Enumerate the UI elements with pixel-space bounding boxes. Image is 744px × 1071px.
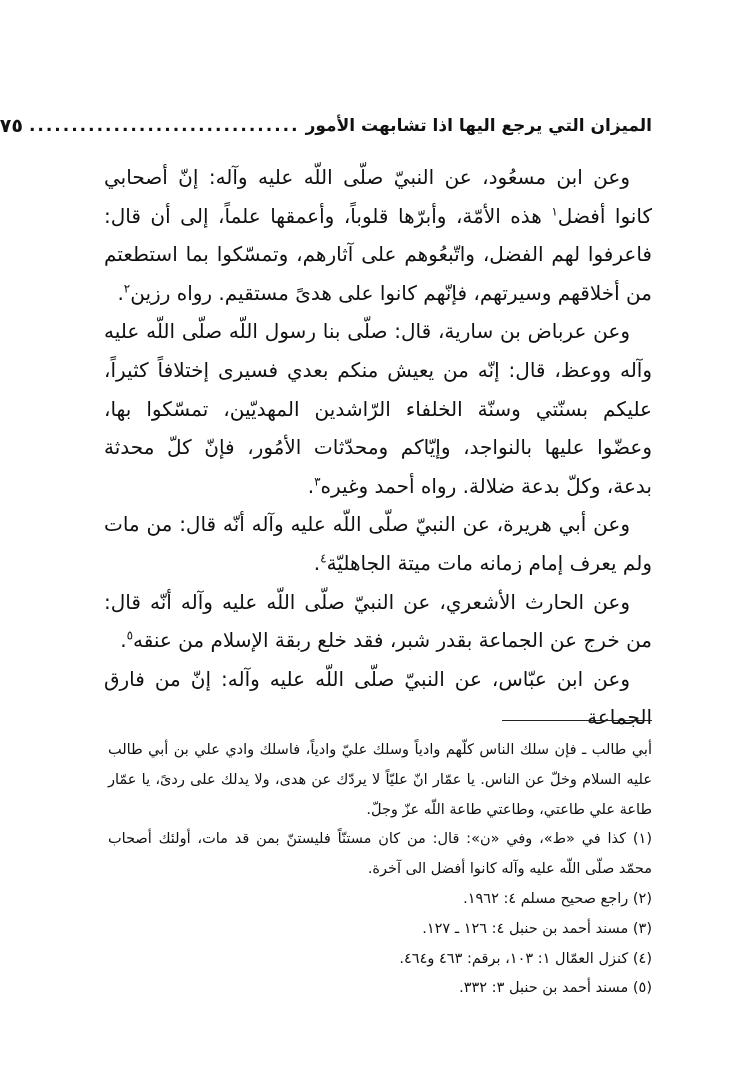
footnote-3: (٣) مسند أحمد بن حنبل ٤: ١٢٦ ـ ١٢٧. <box>422 920 652 937</box>
paragraph-harith <box>104 583 652 660</box>
paragraph-ibn-abbas <box>104 660 652 737</box>
footnote-5: (٥) مسند أحمد بن حنبل ٣: ٣٣٢. <box>459 980 652 997</box>
footnote-ref: ٢ <box>123 281 131 296</box>
paragraph-text: وعن ابن عبّاس، عن النبيّ صلّى اللّه عليه وآله: إنّ من فارق الجماعة <box>104 666 652 730</box>
paragraph-text: . <box>117 280 124 305</box>
running-header <box>0 110 652 142</box>
footnote-ref: ٥ <box>126 628 134 643</box>
paragraph-text: . <box>120 628 127 653</box>
footnote-4: (٤) كنزل العمّال ١: ١٠٣، برقم: ٤٦٣ و٤٦٤. <box>399 950 652 967</box>
footnote-2: (٢) راجع صحيح مسلم ٤: ١٩٦٢. <box>463 890 652 907</box>
paragraph-text: . <box>307 473 315 498</box>
footnote-continuation: أبي طالب ـ فإن سلك الناس كلّهم وادياً وسلك عليّ وادياً، فاسلك وادي علي بن أبي طالب عليه السلام وخلّ عن الناس. يا عمّار انّ عليّاً لا يردّك عن هدى، ولا يدلك على ردىً، يا عمّار طاعة علي طاعتي، وطاعتي طاعة اللّه عزّ وجلّ. <box>108 742 652 818</box>
main-text <box>104 158 652 737</box>
header-dot-leader: ................................ <box>28 116 300 136</box>
footnote-ref: ٤ <box>320 551 327 566</box>
paragraph-text: وعن ابن مسعُود، عن النبيّ صلّى اللّه عليه وآله: إنّ أصحابي كانوا أفضل <box>104 165 652 228</box>
footnote-separator <box>502 720 652 721</box>
footnote-ref: ٣ <box>314 474 321 489</box>
paragraph-text: وعن عرباض بن سارية، قال: صلّى بنا رسول اللّه صلّى اللّه عليه وآله ووعظ، قال: إنّه من يعيش منكم بعدي فسيرى إختلافاً كثيراً، عليكم بسنّتي وسنّة الخلفاء الرّاشدين المهديّين، تمسّكوا بها، وعضّوا عليها بالنواجد، وإيّاكم ومحدّثات الأمُور، فإنّ كلّ محدثة بدعة، وكلّ بدعة ضلالة. رواه أحمد وغيره <box>104 319 652 498</box>
paragraph-text: . <box>313 550 321 575</box>
page-number: ٧٥ <box>0 115 23 137</box>
paragraph-text: وعن الحارث الأشعري، عن النبيّ صلّى اللّه عليه وآله أنّه قال: من خرج عن الجماعة بقدر شبر، فقد خلع ربقة الإسلام من عنقه <box>104 589 652 653</box>
footnotes <box>108 736 652 1004</box>
header-title: الميزان التي يرجع اليها اذا تشابهت الأمور <box>305 116 652 136</box>
paragraph-irbad <box>104 312 652 505</box>
paragraph-text: هذه الأمّة، وأبرّها قلوباً، وأعمقها علماً، إلى أن قال: فاعرفوا لهم الفضل، واتّبعُوهم على آثارهم، وتمسّكوا بما استطعتم من أخلاقهم وسيرتهم، فإنّهم كانوا على هدىً مستقيم. رواه رزين <box>104 203 652 305</box>
footnote-1: (١) كذا في «ط»، وفي «ن»: قال: من كان مستنّاً فليستنّ بمن قد مات، أولئك أصحاب محمّد صلّى اللّه عليه وآله كانوا أفضل الى آخرة. <box>108 831 652 878</box>
paragraph-text: وعن أبي هريرة، عن النبيّ صلّى اللّه عليه وآله أنّه قال: من مات ولم يعرف إمام زمانه مات ميتة الجاهليّة <box>104 512 652 575</box>
footnote-ref: ١ <box>551 203 558 218</box>
paragraph-abu-hurayra <box>104 505 652 582</box>
paragraph-ibn-masud <box>104 158 652 312</box>
